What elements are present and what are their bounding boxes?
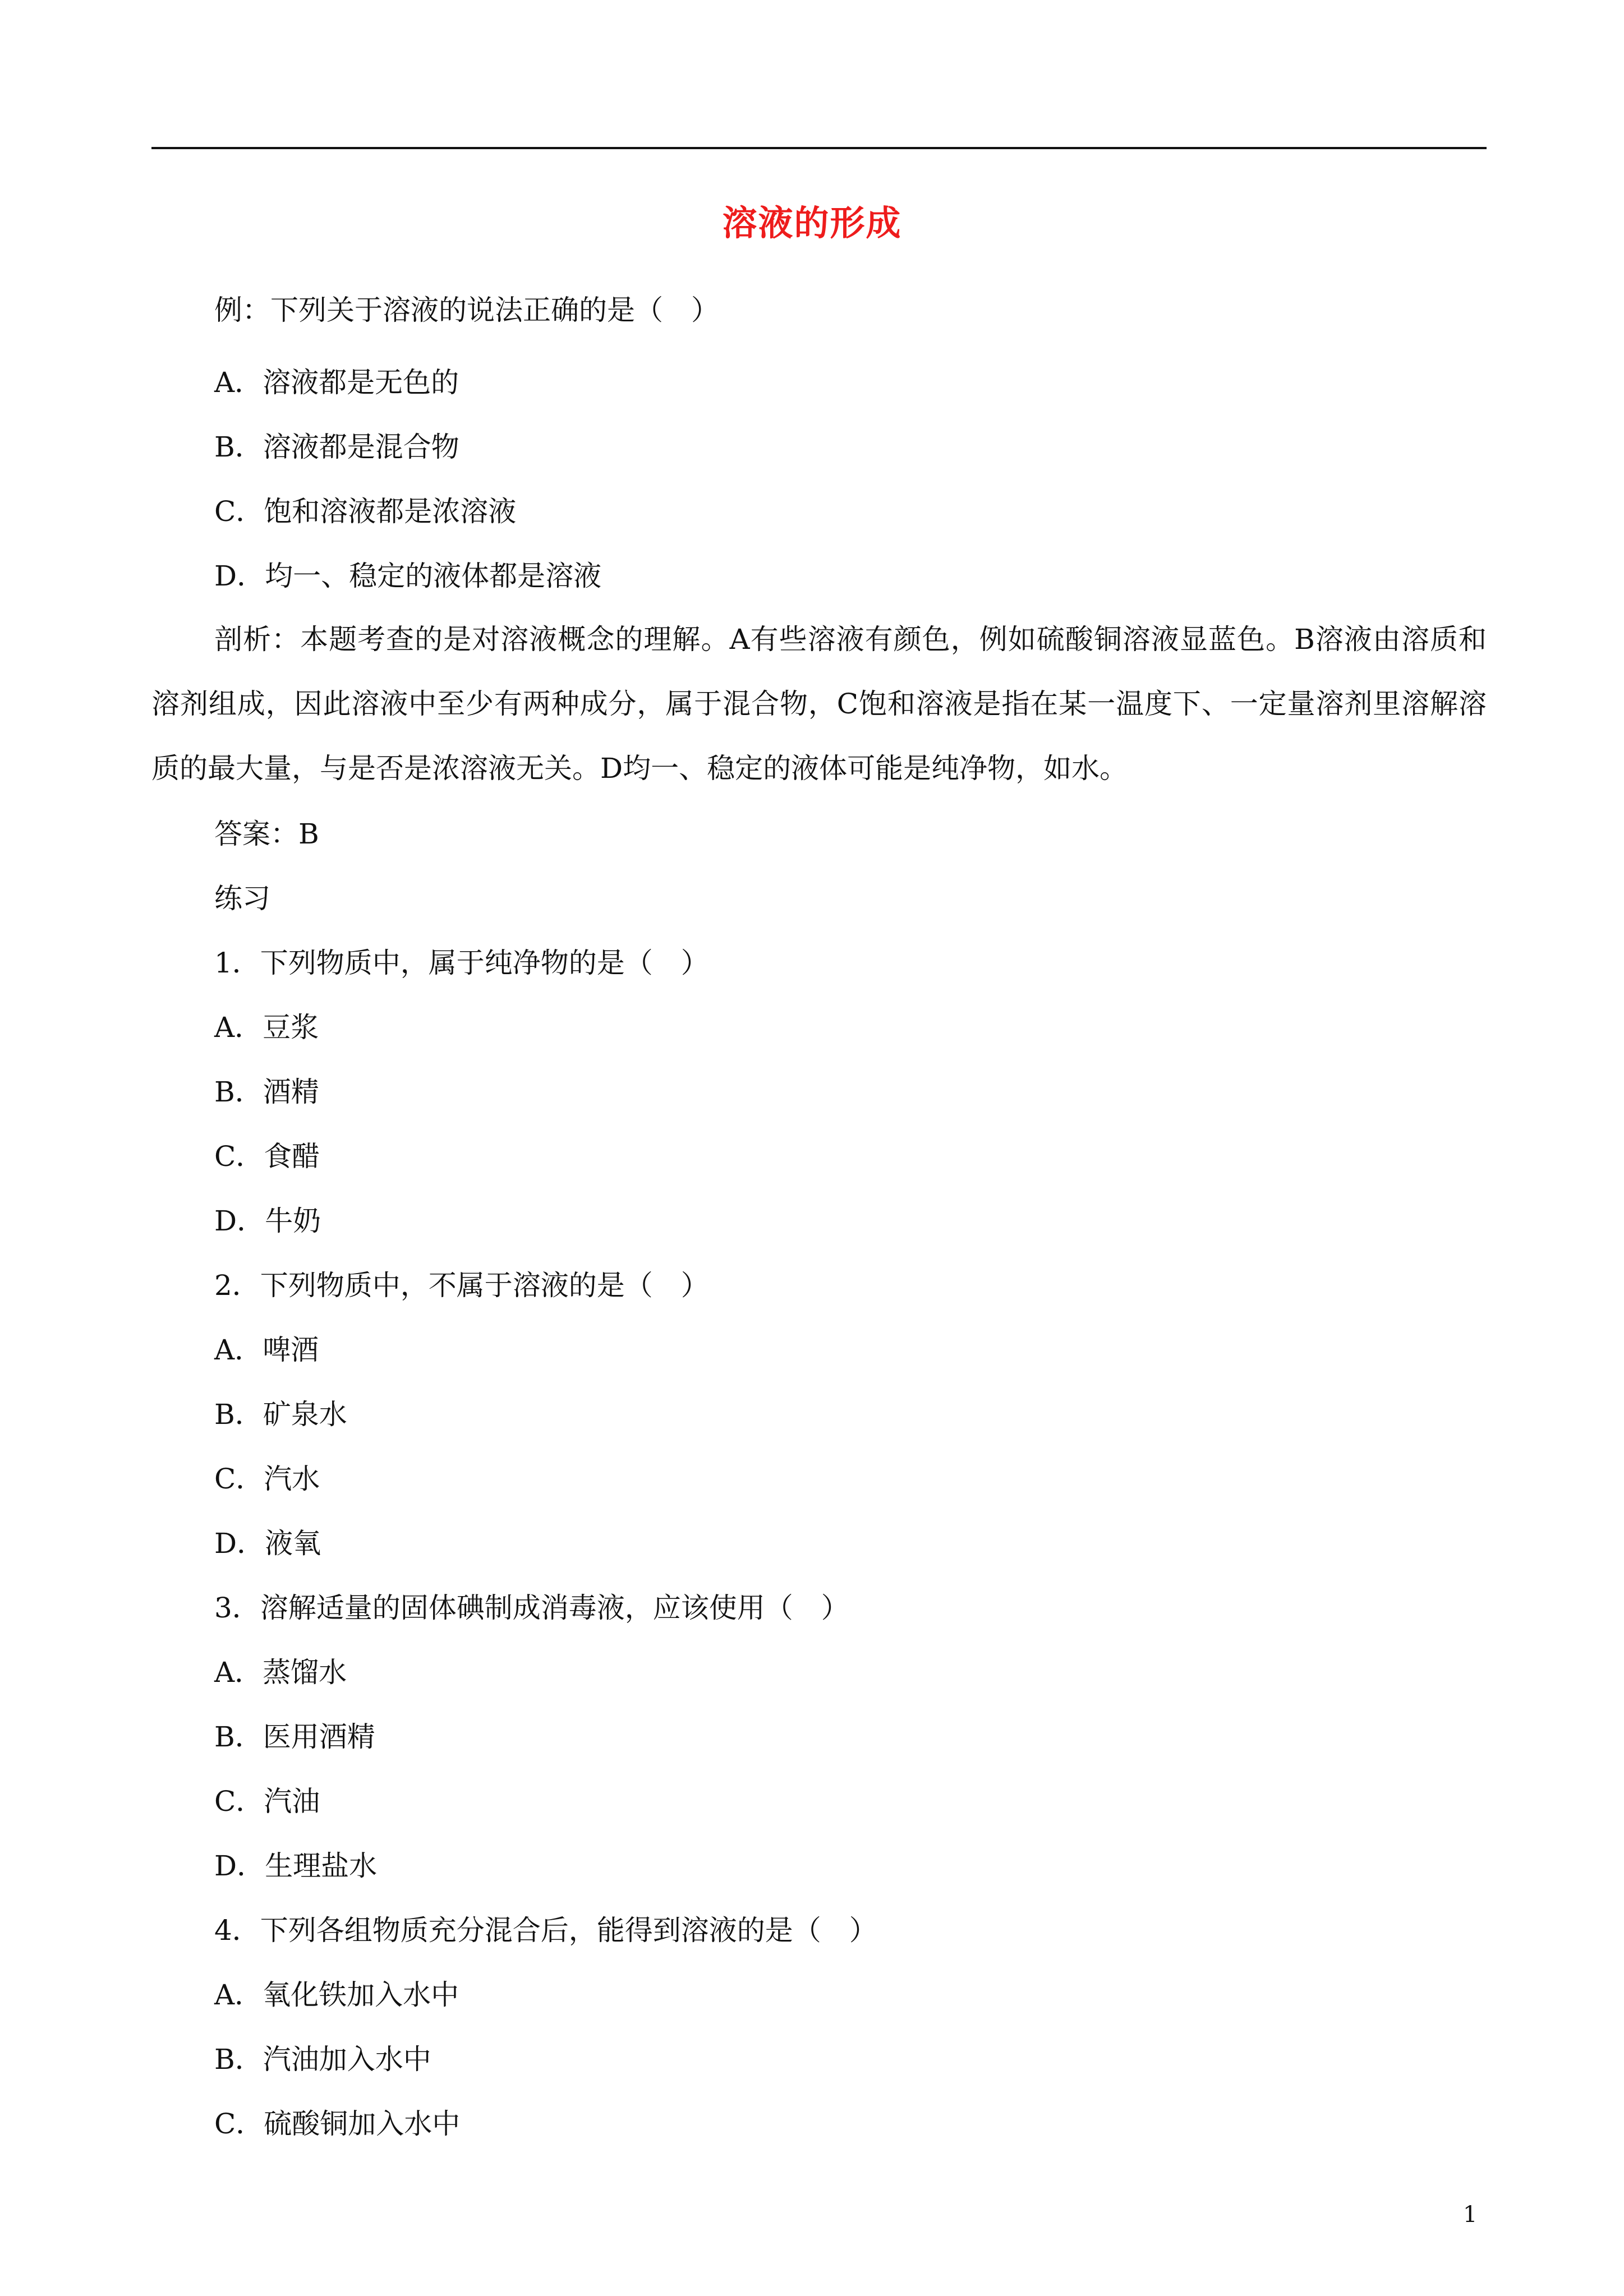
question-1-stem: 1．下列物质中，属于纯净物的是（ ） [214, 947, 709, 979]
question-4-option-a: A．氧化铁加入水中 [214, 1979, 459, 2011]
example-option-c: C．饱和溶液都是浓溶液 [214, 495, 517, 528]
example-option-d: D．均一、稳定的液体都是溶液 [214, 560, 602, 592]
header-rule [151, 147, 1487, 149]
question-2-option-d: D．液氧 [214, 1527, 321, 1560]
example-option-b: B．溶液都是混合物 [214, 431, 459, 463]
question-4-option-c: C．硫酸铜加入水中 [214, 2108, 461, 2140]
example-answer: 答案：B [214, 818, 319, 850]
question-2-stem: 2．下列物质中，不属于溶液的是（ ） [214, 1269, 709, 1302]
question-3-stem: 3．溶解适量的固体碘制成消毒液，应该使用（ ） [214, 1592, 849, 1624]
example-question: 例：下列关于溶液的说法正确的是（ ） [214, 294, 719, 326]
example-analysis: 剖析：本题考查的是对溶液概念的理解。A有些溶液有颜色，例如硫酸铜溶液显蓝色。B溶液由溶质和溶剂组成，因此溶液中至少有两种成分，属于混合物，C饱和溶液是指在某一温度下、一定量溶剂里溶解溶质的最大量，与是否是浓溶液无关。D均一、稳定的液体可能是纯净物，如水。 [151, 623, 1487, 785]
example-option-a: A．溶液都是无色的 [214, 366, 459, 399]
page-number: 1 [1463, 2202, 1478, 2228]
question-1-option-b: B．酒精 [214, 1076, 319, 1108]
question-2-option-a: A．啤酒 [214, 1334, 319, 1366]
question-1-option-a: A．豆浆 [214, 1011, 319, 1044]
question-1-option-d: D．牛奶 [214, 1205, 321, 1237]
practice-heading: 练习 [214, 882, 270, 915]
question-3-option-b: B．医用酒精 [214, 1721, 375, 1753]
question-3-option-c: C．汽油 [214, 1785, 320, 1818]
question-3-option-a: A．蒸馏水 [214, 1656, 347, 1689]
question-3-option-d: D．生理盐水 [214, 1850, 378, 1882]
question-2-option-b: B．矿泉水 [214, 1398, 347, 1431]
question-1-option-c: C．食醋 [214, 1140, 320, 1173]
question-4-option-b: B．汽油加入水中 [214, 2043, 431, 2076]
page-title: 溶液的形成 [722, 202, 902, 243]
question-4-stem: 4．下列各组物质充分混合后，能得到溶液的是（ ） [214, 1914, 877, 1947]
question-2-option-c: C．汽水 [214, 1463, 320, 1495]
